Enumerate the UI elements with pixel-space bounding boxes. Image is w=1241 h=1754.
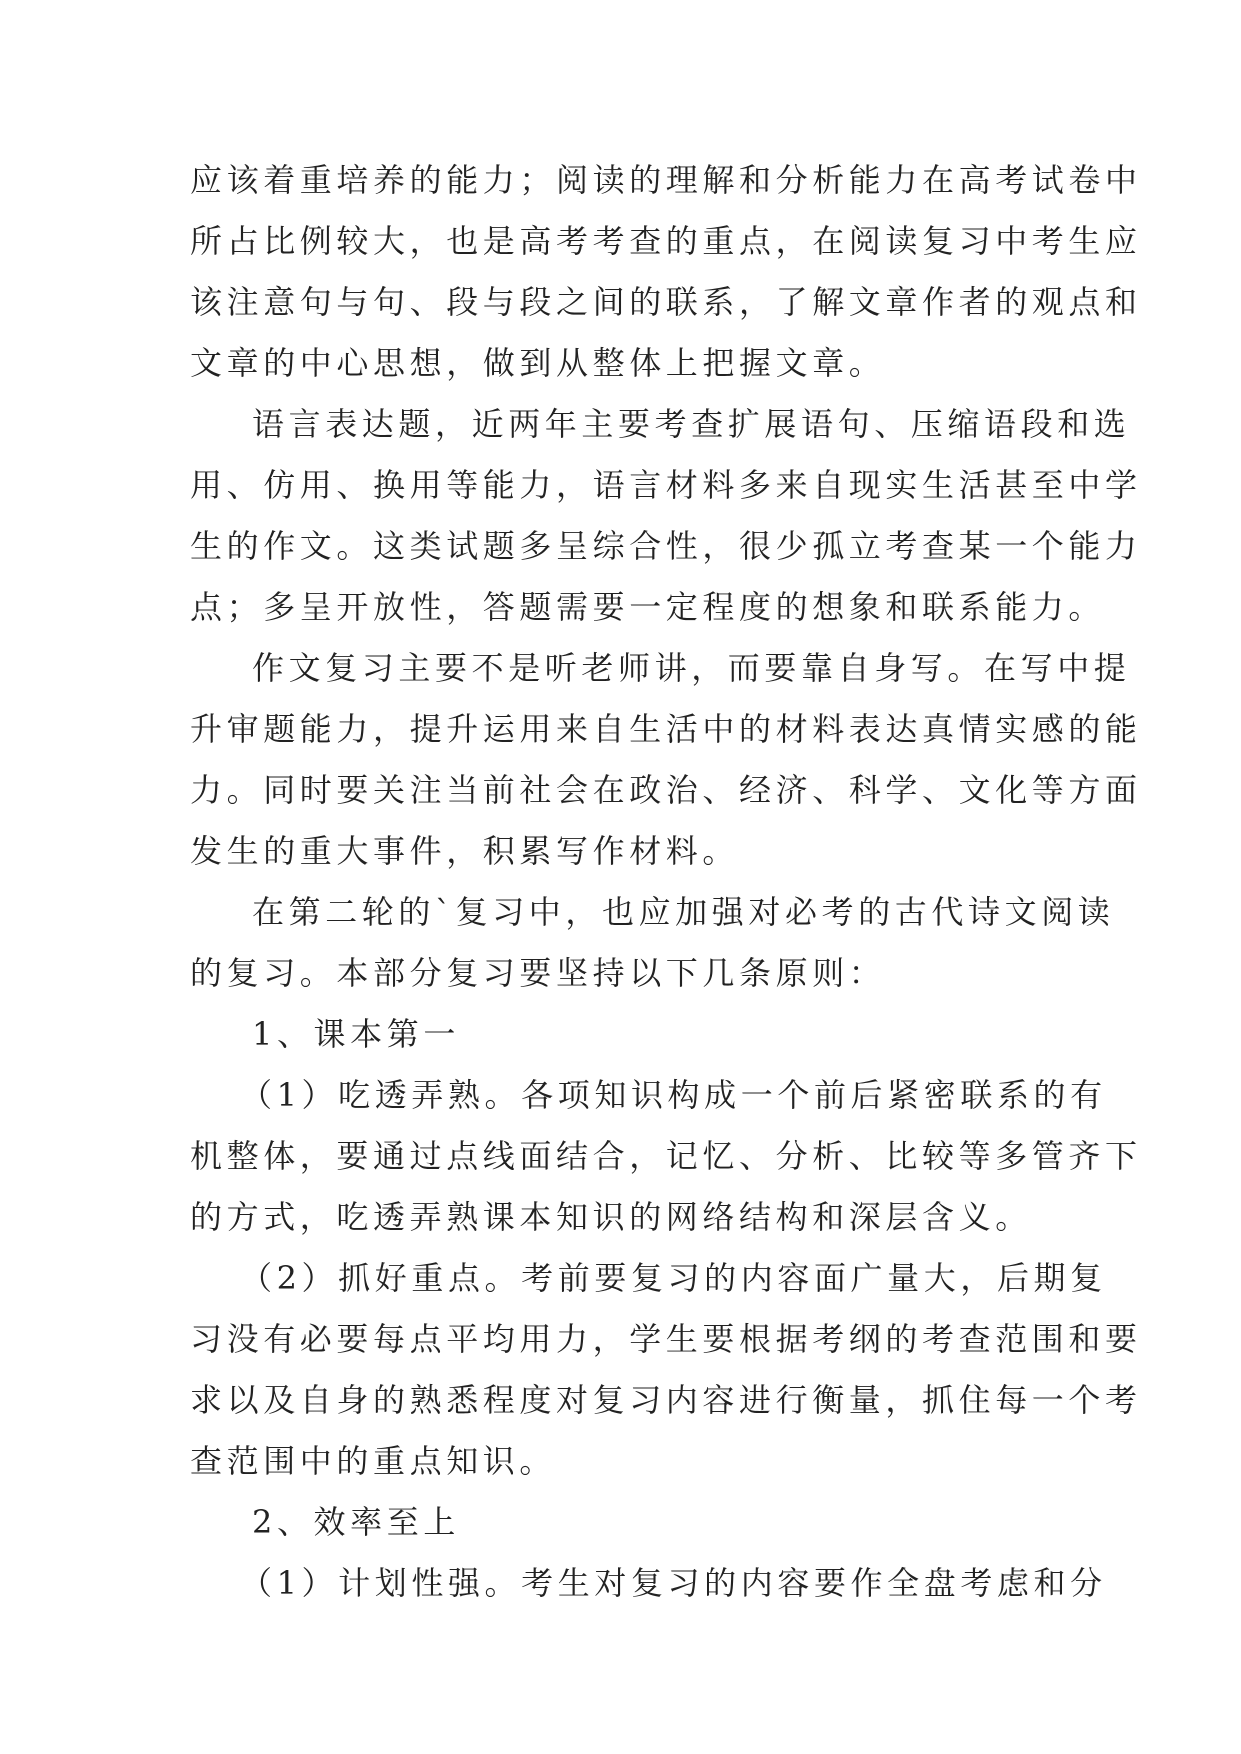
text-line: 点；多呈开放性，答题需要一定程度的想象和联系能力。 — [190, 588, 1106, 626]
section-heading: 1、课本第一 — [252, 1015, 460, 1053]
text-line: 应该着重培养的能力；阅读的理解和分析能力在高考试卷中 — [190, 161, 1142, 199]
text-line: 的方式，吃透弄熟课本知识的网络结构和深层含义。 — [190, 1198, 1032, 1236]
text-line: 用、仿用、换用等能力，语言材料多来自现实生活甚至中学 — [190, 466, 1142, 504]
text-line: 升审题能力，提升运用来自生活中的材料表达真情实感的能 — [190, 710, 1142, 748]
document-body — [190, 150, 1142, 1614]
paragraph-start-line: 作文复习主要不是听老师讲，而要靠自身写。在写中提 — [252, 649, 1131, 687]
text-line: 生的作文。这类试题多呈综合性，很少孤立考查某一个能力 — [190, 527, 1142, 565]
list-item-start-line: （1）计划性强。考生对复习的内容要作全盘考虑和分 — [240, 1564, 1107, 1602]
paragraph-start-line: 在第二轮的`复习中，也应加强对必考的古代诗文阅读 — [252, 893, 1115, 931]
paragraph-start-line: 语言表达题，近两年主要考查扩展语句、压缩语段和选 — [252, 405, 1131, 443]
text-line: 求以及自身的熟悉程度对复习内容进行衡量，抓住每一个考 — [190, 1381, 1142, 1419]
section-heading: 2、效率至上 — [252, 1503, 460, 1541]
text-line: 查范围中的重点知识。 — [190, 1442, 557, 1480]
text-line: 习没有必要每点平均用力，学生要根据考纲的考查范围和要 — [190, 1320, 1142, 1358]
text-line: 该注意句与句、段与段之间的联系，了解文章作者的观点和 — [190, 283, 1142, 321]
text-line: 机整体，要通过点线面结合，记忆、分析、比较等多管齐下 — [190, 1137, 1142, 1175]
text-line: 力。同时要关注当前社会在政治、经济、科学、文化等方面 — [190, 771, 1142, 809]
text-line: 文章的中心思想，做到从整体上把握文章。 — [190, 344, 886, 382]
text-line: 的复习。本部分复习要坚持以下几条原则： — [190, 954, 886, 992]
text-line: 发生的重大事件，积累写作材料。 — [190, 832, 740, 870]
list-item-start-line: （1）吃透弄熟。各项知识构成一个前后紧密联系的有 — [240, 1076, 1107, 1114]
list-item-start-line: （2）抓好重点。考前要复习的内容面广量大，后期复 — [240, 1259, 1107, 1297]
text-line: 所占比例较大，也是高考考查的重点，在阅读复习中考生应 — [190, 222, 1142, 260]
